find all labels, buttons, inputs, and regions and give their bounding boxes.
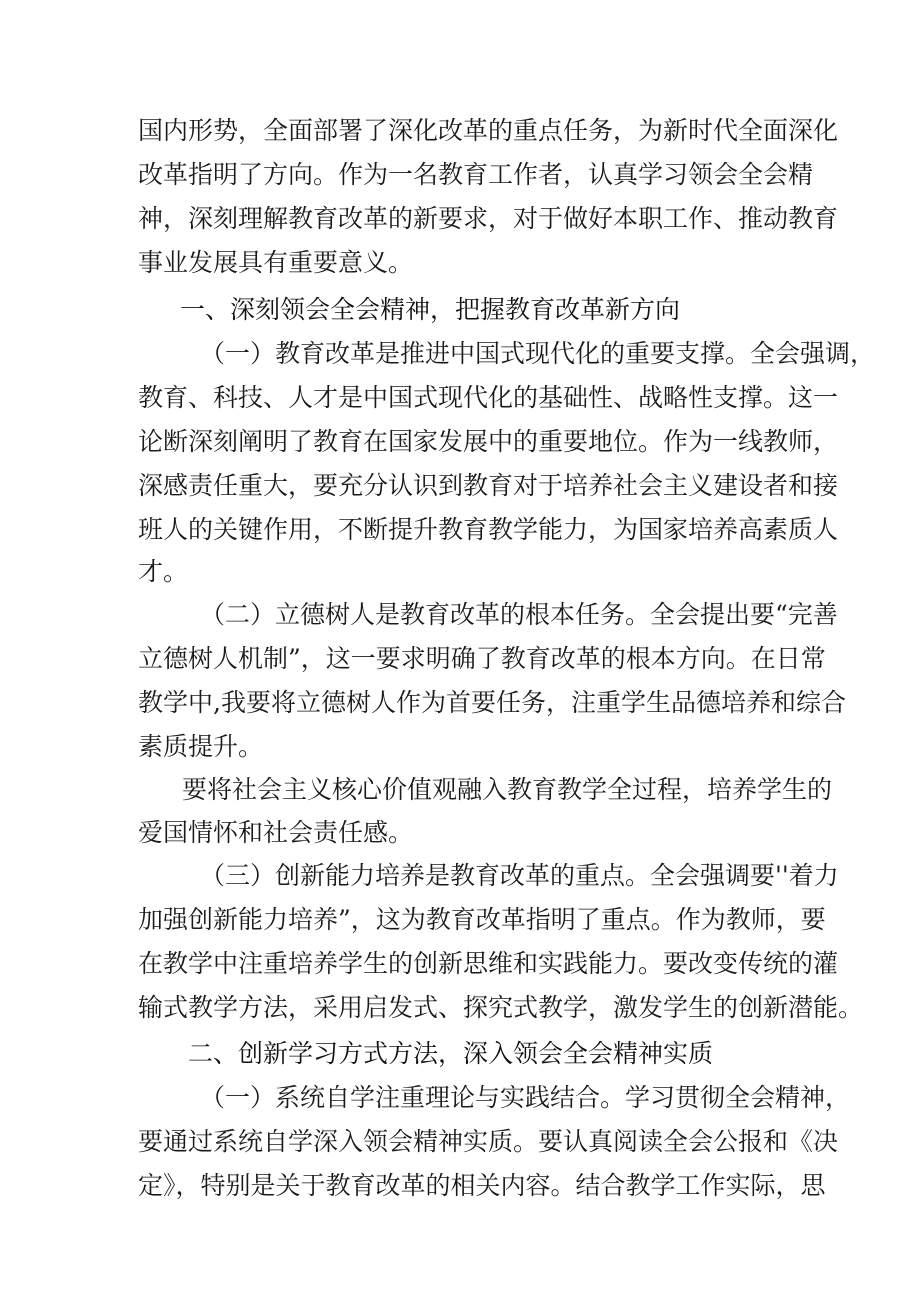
text-line: （三）创新能力培养是教育改革的重点。全会强调要''着力 [200,861,839,890]
text-line: 班人的关键作用，不断提升教育教学能力，为国家培养高素质人 [138,515,839,544]
text-line: 输式教学方法，采用启发式、探究式教学，激发学生的创新潜能。 [138,993,864,1022]
text-line: 论断深刻阐明了教育在国家发展中的重要地位。作为一线教师， [138,427,839,456]
text-line: 定》，特别是关于教育改革的相关内容。结合教学工作实际，思 [138,1171,826,1200]
text-line: 要将社会主义核心价值观融入教育教学全过程，培养学生的 [182,775,833,804]
section-heading: 二、创新学习方式方法，深入领会全会精神实质 [188,1039,714,1068]
text-line: 国内形势，全面部署了深化改革的重点任务，为新时代全面深化 [138,116,839,145]
text-line: 爱国情怀和社会责任感。 [138,818,414,847]
text-line: 事业发展具有重要意义。 [138,248,414,277]
text-line: 加强创新能力培养”，这为教育改革指明了重点。作为教师，要 [138,905,826,934]
text-line: （一）系统自学注重理论与实践结合。学习贯彻全会精神， [200,1083,851,1112]
text-line: 要通过系统自学深入领会精神实质。要认真阅读全会公报和《决 [138,1127,839,1156]
text-line: 才。 [138,557,189,586]
text-line: 教育、科技、人才是中国式现代化的基础性、战略性支撑。这一 [138,383,839,412]
text-line: （二）立德树人是教育改革的根本任务。全会提出要“完善 [200,600,838,629]
text-line: 在教学中注重培养学生的创新思维和实践能力。要改变传统的灌 [138,949,839,978]
text-line: 神，深刻理解教育改革的新要求，对于做好本职工作、推动教育 [138,204,839,233]
text-line: 改革指明了方向。作为一名教育工作者，认真学习领会全会精 [138,160,814,189]
text-line: （一）教育改革是推进中国式现代化的重要支撑。全会强调， [200,339,876,368]
text-line: 教学中,我要将立德树人作为首要任务，注重学生品德培养和综合 [138,688,846,717]
text-line: 深感责任重大，要充分认识到教育对于培养社会主义建设者和接 [138,471,839,500]
text-line: 素质提升。 [138,732,264,761]
text-line: 立德树人机制”，这一要求明确了教育改革的根本方向。在日常 [138,644,826,673]
section-heading: 一、深刻领会全会精神，把握教育改革新方向 [180,295,681,324]
